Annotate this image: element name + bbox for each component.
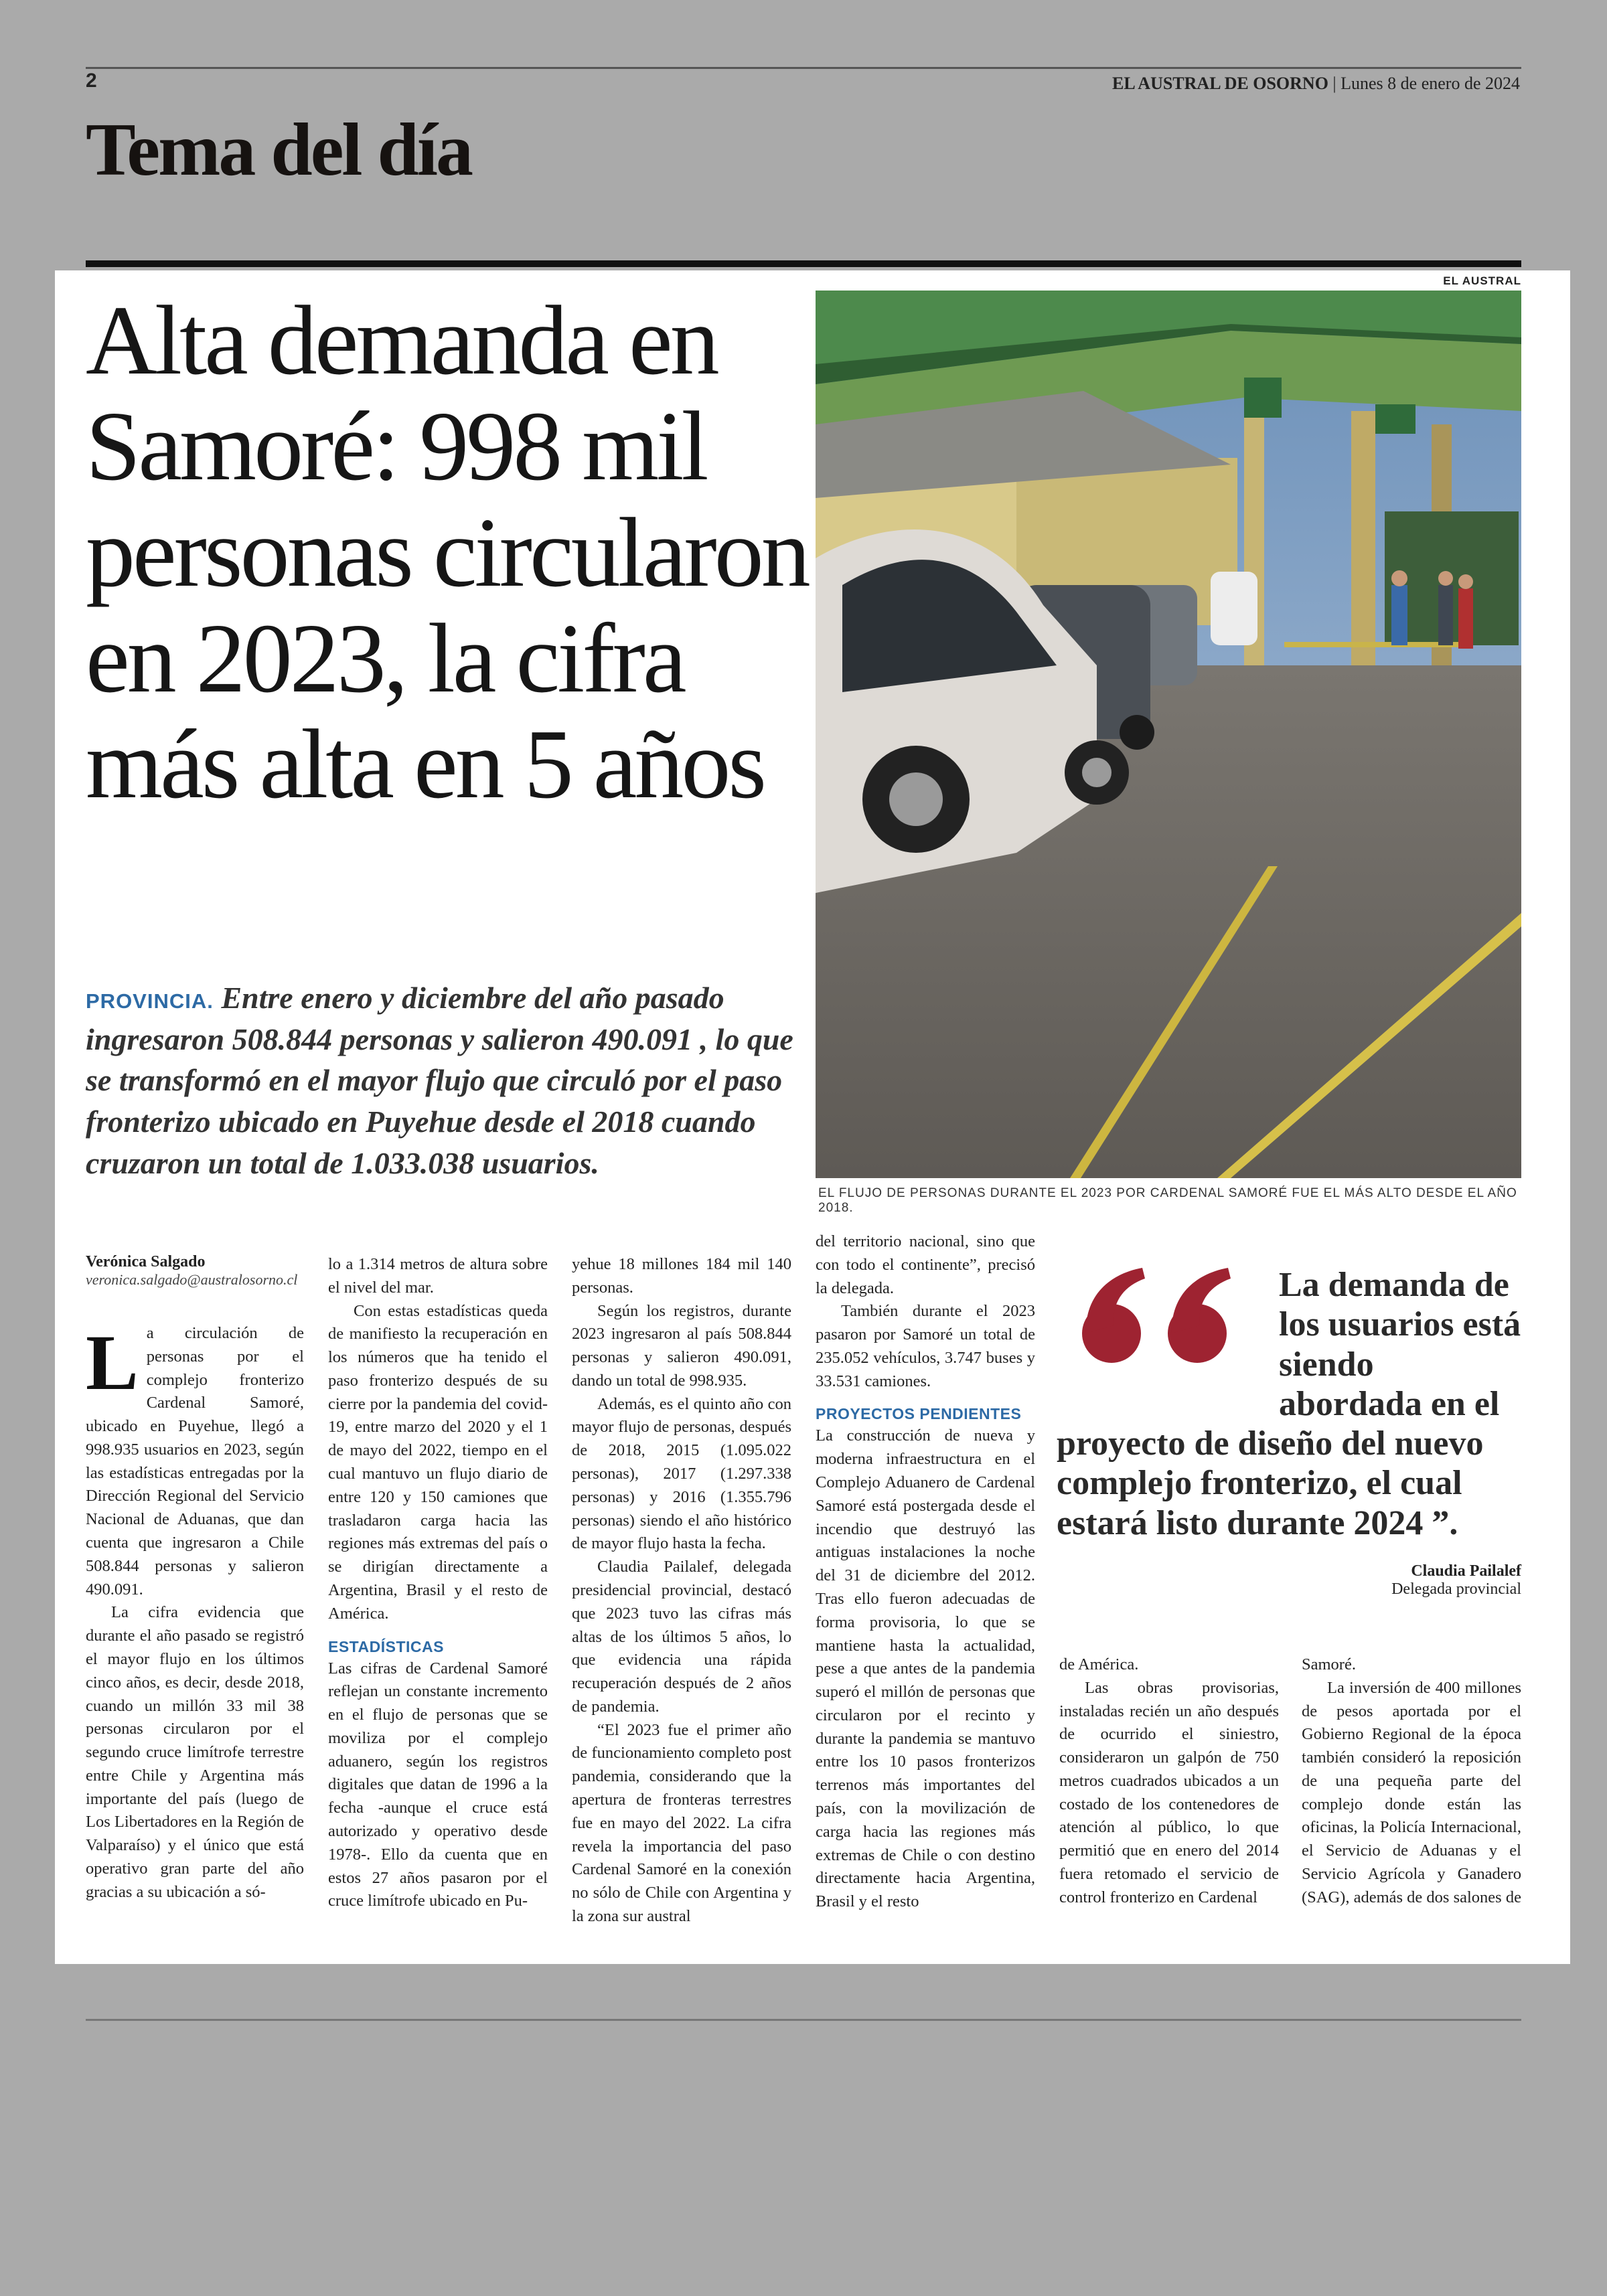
paragraph: La circulación de personas por el complejo fronterizo Cardenal Samoré, ubicado en Puyehue, llegó a 998.935 usuarios en 2023, según las estadísticas entregadas por la Dirección Regional del Servicio Nacional de Aduanas, que dan cuenta que ingresaron a Chile 508.844 personas y salieron 490.091. (86, 1319, 304, 1598)
quote-role: Delegada provincial (1391, 1580, 1521, 1598)
pull-quote-attribution (1391, 1562, 1521, 1598)
page-number: 2 (86, 70, 97, 92)
paragraph: del territorio nacional, sino que con todo el continente”, precisó la delegada. (816, 1232, 1035, 1297)
paragraph: lo a 1.314 metros de altura sobre el nivel del mar. (328, 1255, 548, 1297)
paragraph: Según los registros, durante 2023 ingresaron al país 508.844 personas y salieron 490.091, dando un total de 998.935. (572, 1301, 791, 1390)
paragraph: yehue 18 millones 184 mil 140 personas. (572, 1255, 791, 1297)
drop-cap: L (86, 1319, 139, 1406)
body-column-4 (816, 1230, 1035, 1914)
subhead-estadisticas: ESTADÍSTICAS (328, 1637, 444, 1655)
body-column-1 (86, 1253, 304, 1904)
paragraph: También durante el 2023 pasaron por Samoré un total de 235.052 vehículos, 3.747 buses y 33.531 camiones. (816, 1302, 1035, 1390)
top-rule (86, 67, 1521, 69)
body-column-2 (328, 1253, 548, 1913)
section-title: Tema del día (86, 108, 471, 191)
body-column-3 (572, 1253, 791, 1929)
paragraph: Claudia Pailalef, delegada presidencial provincial, destacó que 2023 tuvo las cifras más altas de los últimos 5 años, lo que evidencia una rápida recuperación después de 2 años de pandemia. (572, 1558, 791, 1716)
photo-credit: EL AUSTRAL (1443, 274, 1521, 287)
dek-text: Entre enero y diciembre del año pasado ingresaron 508.844 personas y salieron 490.091 , lo que se transformó en el mayor flujo que circuló por el paso fronterizo ubicado en Puyehue desde el 2018 cuando cruzaron un total de 1.033.038 usuarios. (86, 981, 793, 1180)
dek (86, 977, 802, 1183)
page-header (1112, 74, 1520, 94)
paragraph: La cifra evidencia que durante el año pasado se registró el mayor flujo en los últimos cinco años, es decir, desde 2018, cuando un millón 33 mil 38 personas circularon por el segundo cruce limítrofe terrestre entre Chile y Argentina más importante del país (luego de Los Libertadores en la Región de Valparaíso) y el único que está operativo gran parte del año gracias a su ubicación a só- (86, 1603, 304, 1901)
paragraph: La construcción de nueva y moderna infraestructura en el Complejo Aduanero de Cardenal Samoré está postergada desde el incendio que destruyó las antiguas instalaciones la noche del 31 de diciembre del 2012. Tras ello fueron adecuadas de forma provisoria, lo que se mantiene hasta la actualidad, pese a que antes de la pandemia superó el millón de personas que circularon por el recinto y durante la pandemia se mantuvo entre los 10 pasos fronterizos terrenos más importantes del país, con la movilización de carga hacia las regiones más extremas de Chile o con destino directamente hacia Argentina, Brasil y el resto (816, 1426, 1035, 1911)
author-email: veronica.salgado@australosorno.cl (86, 1271, 298, 1288)
paragraph: Las obras provisorias, instaladas recién un año después de ocurrido el siniestro, consideraron un galpón de 750 metros cuadrados ubicados a un costado de los contenedores de atención al público, lo que permitió que en enero del 2014 fuera retomado el servicio de control fronterizo en Cardenal (1059, 1678, 1279, 1906)
paragraph: La inversión de 400 millones de pesos aportada por el Gobierno Regional de la época también consideró la reposición de una pequeña parte del complejo donde están las oficinas, la Policía Internacional, el Servicio de Aduanas y el Servicio Agrícola y Ganadero (SAG), además de dos salones de (1302, 1678, 1521, 1906)
paragraph: Además, es el quinto año con mayor flujo de personas, después de 2018, 2015 (1.095.022 personas), 2017 (1.297.338 personas) y 2016 (1.355.796 personas) siendo el año histórico de mayor flujo hasta la fecha. (572, 1394, 791, 1553)
pull-quote-lead: La demanda de los usuarios está siendo abordada en el (1279, 1266, 1521, 1423)
body-column-5 (1059, 1653, 1279, 1910)
publication-date: | Lunes 8 de enero de 2024 (1332, 74, 1520, 93)
headline: Alta demanda en Samoré: 998 mil personas circularon en 2023, la cifra más alta en 5 años (86, 286, 808, 820)
body-column-6 (1302, 1653, 1521, 1910)
paragraph: Las cifras de Cardenal Samoré reflejan un constante incremento en el flujo de personas que se moviliza por el complejo aduanero, según los registros digitales que datan de 1996 a la fecha -aunque el cruce está autorizado y operativo desde 1978-. Ello da cuenta que en estos 27 años pasaron por el cruce limítrofe ubicado en Pu- (328, 1659, 548, 1910)
author-name: Verónica Salgado (86, 1253, 206, 1270)
paragraph: “El 2023 fue el primer año de funcionamiento completo post pandemia, considerando que la apertura de fronteras terrestres fue en mayo del 2022. La cifra revela la importancia del paso Cardenal Samoré en la conexión no sólo de Chile con Argentina y la zona sur austral (572, 1720, 791, 1925)
section-rule (86, 260, 1521, 267)
pull-quote-rest: proyecto de diseño del nuevo complejo fronterizo, el cual estará listo durante 2024 ”. (1057, 1424, 1484, 1542)
quote-author: Claudia Pailalef (1411, 1562, 1521, 1580)
paragraph: Samoré. (1302, 1655, 1356, 1673)
pull-quote (1057, 1265, 1525, 1543)
paragraph: de América. (1059, 1655, 1139, 1673)
paragraph: Con estas estadísticas queda de manifiesto la recuperación en los números que ha tenido el paso fronterizo después de su cierre por la pandemia del covid-19, entre marzo del 2020 y el 1 de mayo del 2022, tiempo en el cual mantuvo un flujo diario de entre 120 y 150 camiones que trasladaron carga hacia las regiones más extremas del país o se dirigían directamente a Argentina, Brasil y el resto de América. (328, 1301, 548, 1623)
border-crossing-photo (816, 291, 1521, 1178)
publication-name: EL AUSTRAL DE OSORNO (1112, 74, 1328, 93)
photo-caption: EL FLUJO DE PERSONAS DURANTE EL 2023 POR CARDENAL SAMORÉ FUE EL MÁS ALTO DESDE EL AÑO 2018. (818, 1186, 1517, 1215)
bottom-rule (86, 2019, 1521, 2021)
subhead-proyectos: PROYECTOS PENDIENTES (816, 1405, 1022, 1423)
dek-label: PROVINCIA. (86, 989, 214, 1013)
